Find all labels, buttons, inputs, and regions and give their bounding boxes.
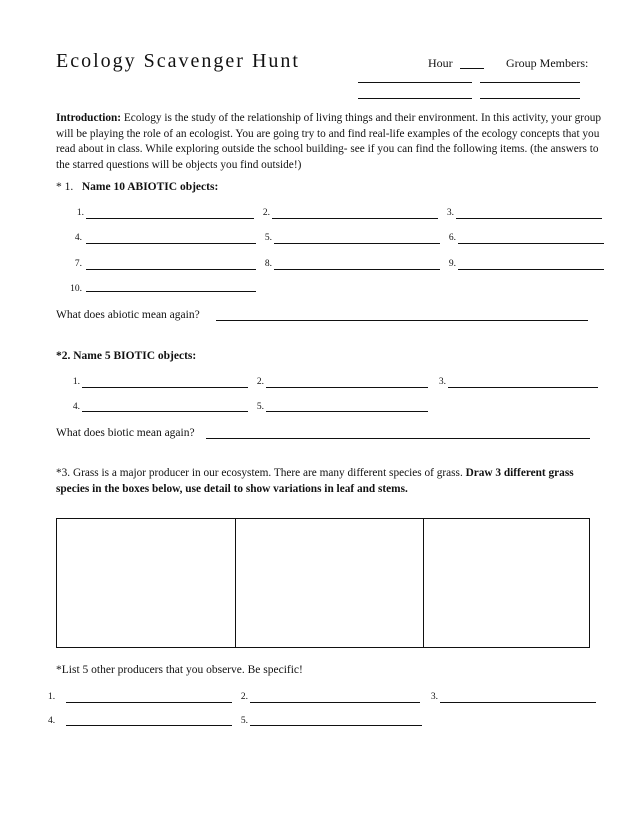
- abiotic-number-1: 1.: [76, 208, 84, 218]
- abiotic-answer-9[interactable]: [458, 269, 604, 270]
- abiotic-definition-prompt: What does abiotic mean again?: [56, 309, 200, 321]
- producer-answer-3[interactable]: [440, 702, 596, 703]
- question-1-label: Name 10 ABIOTIC objects:: [81, 181, 219, 193]
- producer-number-4: 4.: [48, 716, 56, 726]
- producer-number-5: 5.: [240, 716, 248, 726]
- biotic-definition-answer[interactable]: [206, 438, 590, 439]
- page-title: Ecology Scavenger Hunt: [56, 50, 300, 72]
- grass-drawing-box-3[interactable]: [423, 519, 589, 647]
- abiotic-number-4: 4.: [74, 233, 82, 243]
- question-2-heading: [56, 350, 196, 362]
- abiotic-answer-2[interactable]: [272, 218, 438, 219]
- producer-answer-1[interactable]: [66, 702, 232, 703]
- question-1-heading: [56, 181, 218, 193]
- grass-drawing-box-2[interactable]: [235, 519, 423, 647]
- producers-prompt: *List 5 other producers that you observe. Be specific!: [56, 664, 303, 676]
- abiotic-answer-3[interactable]: [456, 218, 602, 219]
- biotic-answer-4[interactable]: [82, 411, 248, 412]
- group-member-field-3[interactable]: [358, 98, 472, 99]
- question-3-intro: *3. Grass is a major producer in our ecosystem. There are many different species of grass.: [56, 467, 466, 479]
- abiotic-definition-answer[interactable]: [216, 320, 588, 321]
- introduction-text: Ecology is the study of the relationship of living things and their environment. In this activity, your group will be playing the role of an ecologist. You are going try to and find real-life examples of the ecology concepts that you read about in class. While exploring outside the school building- see if you can find the following items. (the answers to the starred questions will be objects you find outside!): [56, 112, 602, 171]
- producer-number-1: 1.: [48, 692, 56, 702]
- abiotic-number-3: 3.: [446, 208, 454, 218]
- grass-drawing-boxes: [56, 518, 590, 648]
- abiotic-number-2: 2.: [262, 208, 270, 218]
- producer-answer-5[interactable]: [250, 725, 422, 726]
- producer-number-3: 3.: [430, 692, 438, 702]
- producer-answer-2[interactable]: [250, 702, 420, 703]
- abiotic-number-7: 7.: [74, 259, 82, 269]
- group-member-field-2[interactable]: [480, 82, 580, 83]
- group-member-field-4[interactable]: [480, 98, 580, 99]
- question-3-instruction: Draw 3 different grass species in the boxes below, use detail to show variations in leaf and stems.: [56, 467, 574, 495]
- abiotic-number-9: 9.: [448, 259, 456, 269]
- abiotic-answer-6[interactable]: [458, 243, 604, 244]
- abiotic-answer-1[interactable]: [86, 218, 254, 219]
- abiotic-answer-4[interactable]: [86, 243, 256, 244]
- question-3-text: [56, 466, 606, 497]
- introduction-paragraph: [56, 111, 608, 173]
- abiotic-answer-5[interactable]: [274, 243, 440, 244]
- introduction-label: Introduction:: [56, 112, 122, 124]
- grass-drawing-box-1[interactable]: [57, 519, 235, 647]
- abiotic-answer-7[interactable]: [86, 269, 256, 270]
- question-1-prefix: * 1.: [56, 181, 74, 193]
- group-member-field-1[interactable]: [358, 82, 472, 83]
- abiotic-answer-8[interactable]: [274, 269, 440, 270]
- biotic-number-5: 5.: [256, 402, 264, 412]
- group-members-label: Group Members:: [506, 56, 589, 70]
- biotic-number-1: 1.: [72, 377, 80, 387]
- abiotic-number-6: 6.: [448, 233, 456, 243]
- abiotic-number-8: 8.: [264, 259, 272, 269]
- biotic-number-3: 3.: [438, 377, 446, 387]
- abiotic-answer-10[interactable]: [86, 291, 256, 292]
- biotic-answer-2[interactable]: [266, 387, 428, 388]
- biotic-answer-5[interactable]: [266, 411, 428, 412]
- hour-blank[interactable]: [460, 68, 484, 69]
- hour-label: Hour: [428, 56, 453, 70]
- biotic-number-2: 2.: [256, 377, 264, 387]
- question-2-label: *2. Name 5 BIOTIC objects:: [56, 350, 197, 362]
- producer-number-2: 2.: [240, 692, 248, 702]
- abiotic-number-5: 5.: [264, 233, 272, 243]
- biotic-number-4: 4.: [72, 402, 80, 412]
- biotic-definition-prompt: What does biotic mean again?: [56, 427, 195, 439]
- abiotic-number-10: 10.: [70, 284, 82, 294]
- biotic-answer-3[interactable]: [448, 387, 598, 388]
- producer-answer-4[interactable]: [66, 725, 232, 726]
- biotic-answer-1[interactable]: [82, 387, 248, 388]
